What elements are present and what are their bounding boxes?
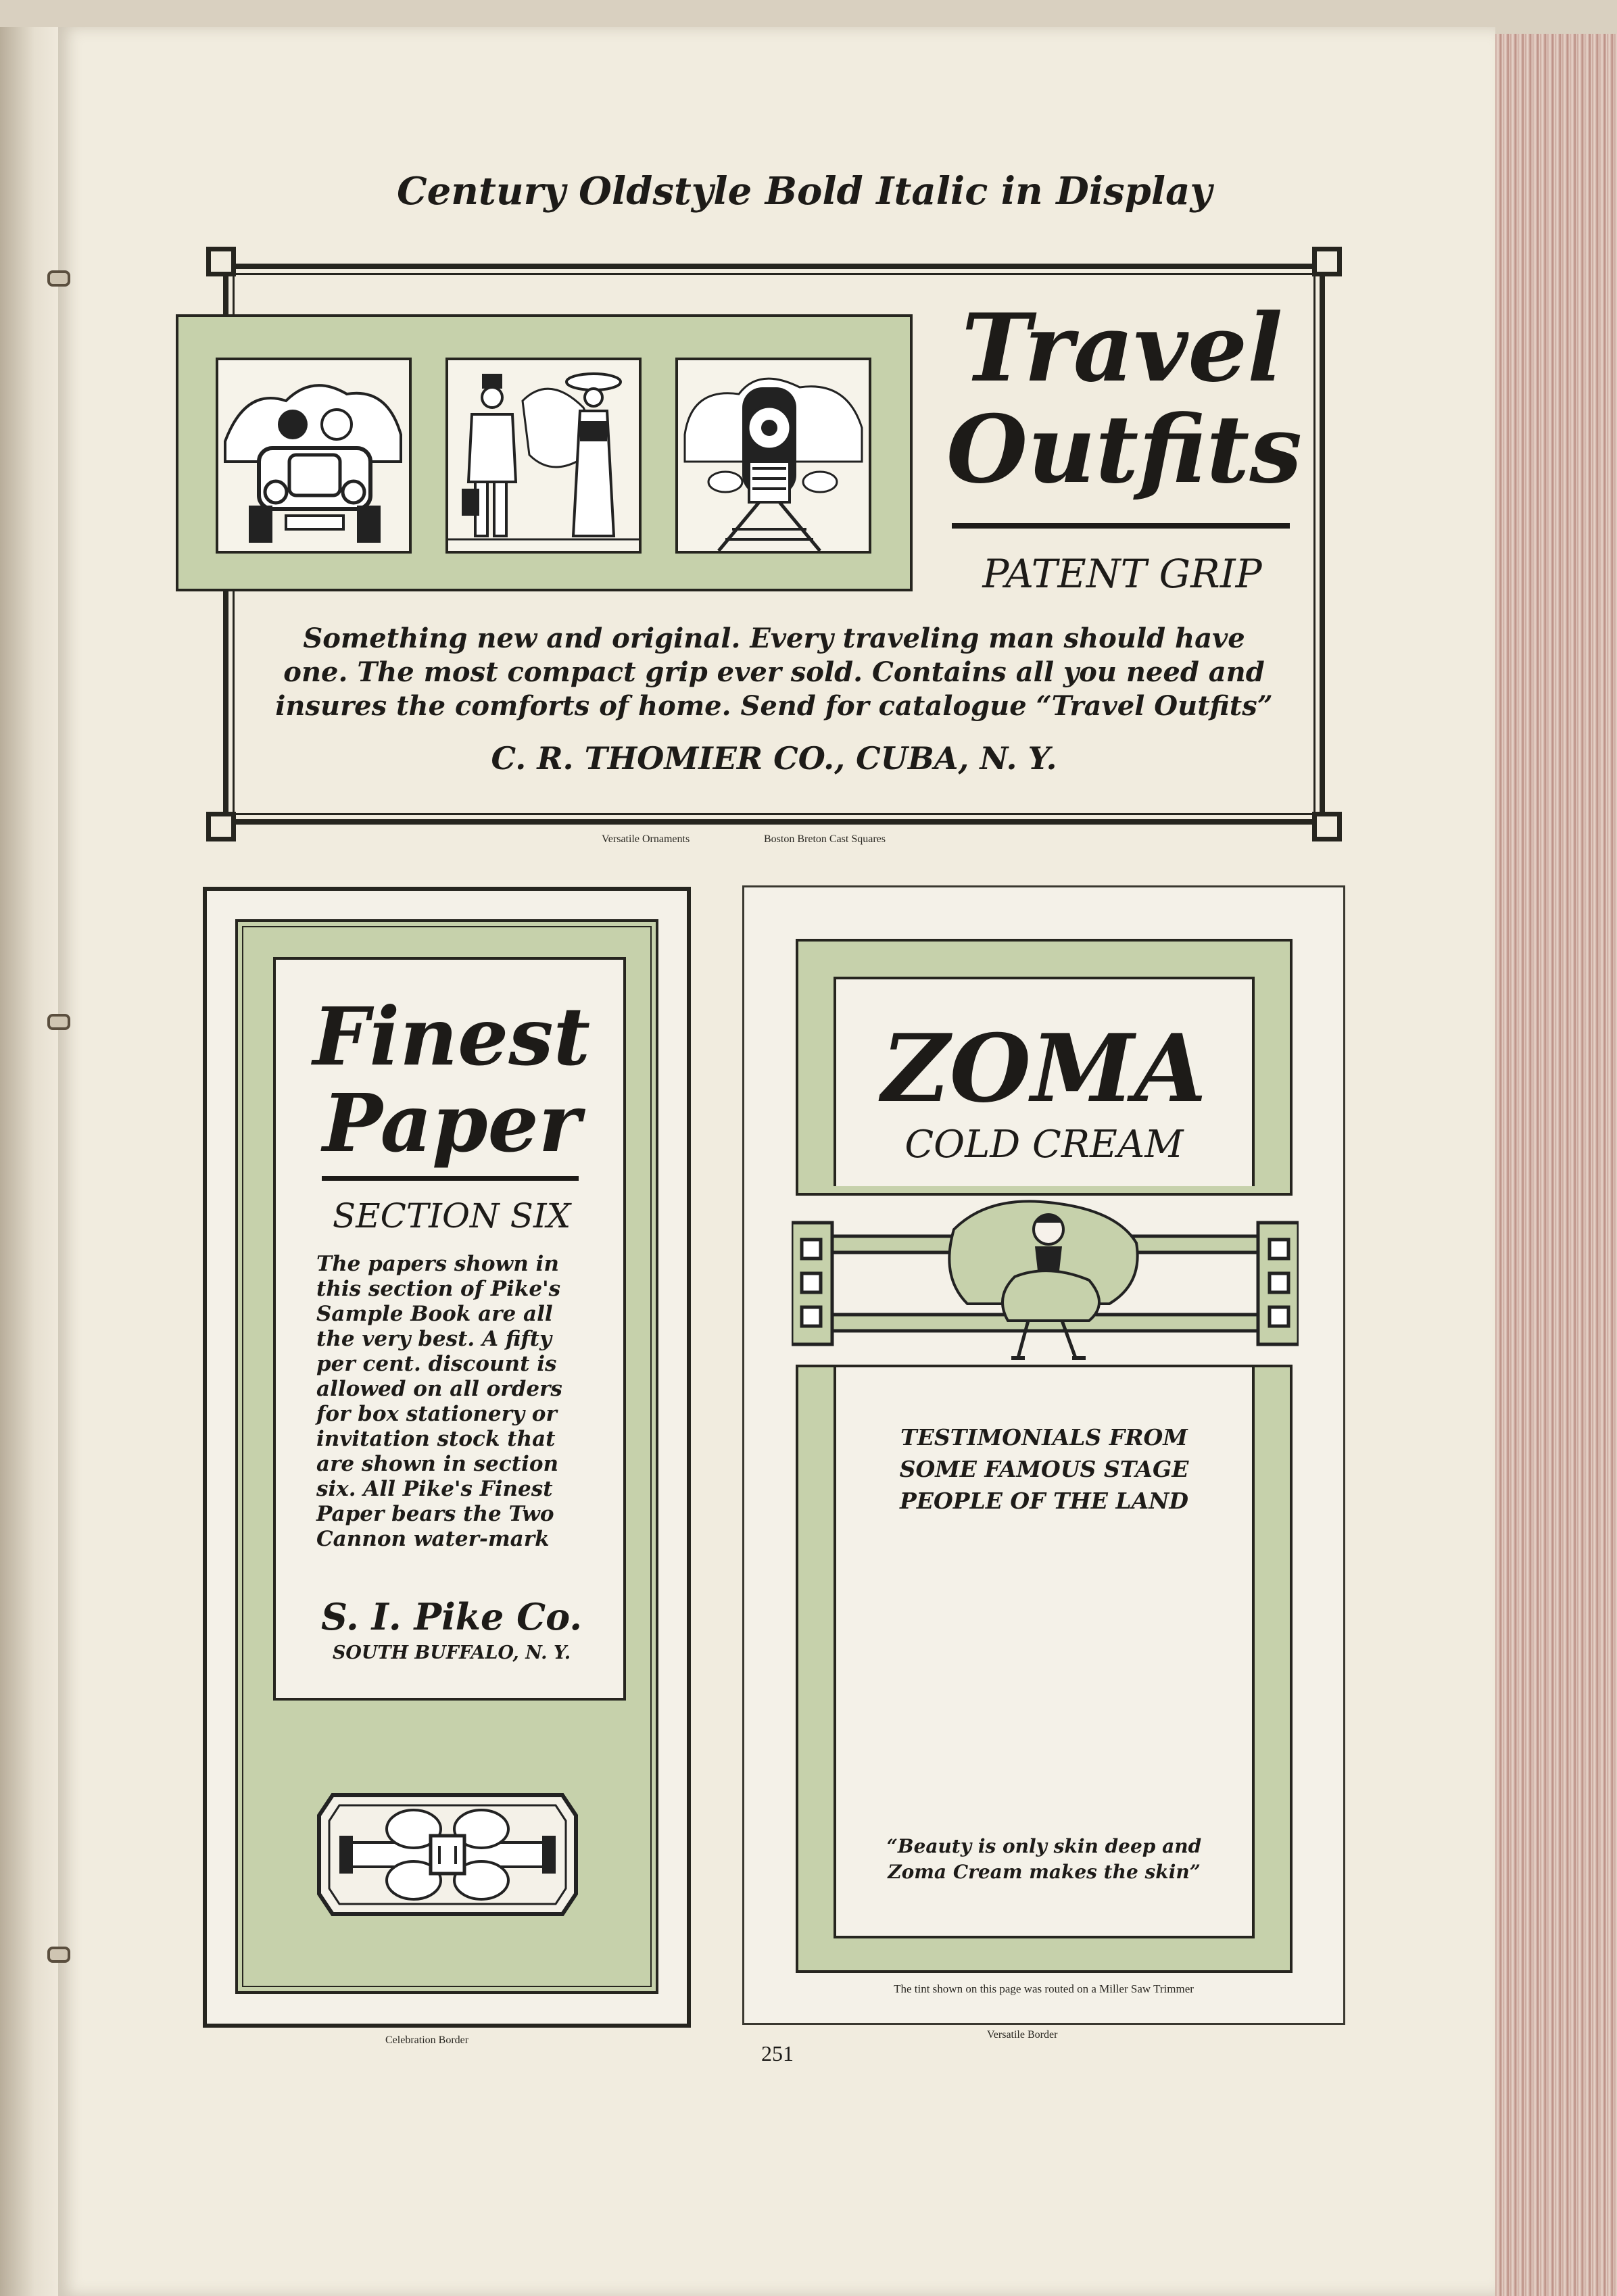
binder-ring-icon — [47, 1014, 70, 1030]
paper-section: SECTION SIX — [332, 1196, 571, 1236]
meander-band-icon — [792, 1196, 1299, 1365]
title-rule — [952, 523, 1290, 529]
travel-subtitle: PATENT GRIP — [982, 551, 1262, 597]
corner-square-icon — [1312, 247, 1342, 276]
paper-body-line: Sample Book are all — [316, 1302, 553, 1326]
paper-body-line: the very best. A fifty — [316, 1327, 552, 1351]
illustration-panel — [176, 314, 913, 591]
binder-ring-icon — [47, 270, 70, 287]
zoma-top-frame — [796, 939, 1293, 1196]
paper-body-line: allowed on all orders — [316, 1377, 562, 1401]
zoma-text-panel — [834, 1367, 1255, 1938]
corner-square-icon — [1312, 812, 1342, 841]
caption-celebration-border: Celebration Border — [385, 2034, 469, 2046]
paper-body-line: Cannon water-mark — [316, 1527, 550, 1551]
paper-address: SOUTH BUFFALO, N. Y. — [332, 1642, 571, 1663]
paper-title-line2: Paper — [322, 1076, 581, 1170]
zoma-ad — [742, 885, 1345, 2025]
travel-company: C. R. THOMIER CO., CUBA, N. Y. — [491, 740, 1057, 777]
page-heading: Century Oldstyle Bold Italic in Display — [397, 169, 1212, 214]
zoma-title: ZOMA — [882, 1013, 1207, 1123]
caption-versatile-ornaments: Versatile Ornaments — [602, 833, 690, 845]
locomotive-icon — [675, 358, 871, 554]
travel-body-line2: one. The most compact grip ever sold. Contains all you need and — [283, 656, 1265, 688]
binder-ring-icon — [47, 1947, 70, 1963]
paper-body-line: this section of Pike's — [316, 1277, 561, 1301]
paper-title-rule — [322, 1176, 579, 1181]
paper-title-line1: Finest — [312, 990, 591, 1083]
travel-title-line2: Outfits — [946, 394, 1303, 504]
caption-boston-breton: Boston Breton Cast Squares — [764, 833, 886, 845]
paper-body — [316, 1252, 587, 1552]
zoma-testimonial-line2: SOME FAMOUS STAGE — [899, 1456, 1189, 1482]
paper-body-line: for box stationery or — [316, 1402, 557, 1426]
zoma-tint-note: The tint shown on this page was routed on a Miller Saw Trimmer — [894, 1982, 1194, 1995]
zoma-title-panel — [834, 977, 1255, 1186]
ornament-icon — [312, 1788, 583, 1921]
automobile-icon — [216, 358, 412, 554]
paper-body-line: six. All Pike's Finest — [316, 1477, 553, 1501]
paper-text-panel — [273, 957, 626, 1701]
finest-paper-ad — [203, 887, 691, 2028]
paper-body-line: The papers shown in — [316, 1252, 559, 1276]
travel-outfits-ad — [203, 243, 1345, 845]
paper-company: S. I. Pike Co. — [320, 1595, 583, 1638]
zoma-quote-line1: “Beauty is only skin deep and — [886, 1835, 1202, 1857]
celebration-border — [235, 919, 658, 1994]
zoma-quote-line2: Zoma Cream makes the skin” — [888, 1861, 1201, 1883]
paper-body-line: invitation stock that — [316, 1427, 556, 1451]
corner-square-icon — [206, 247, 236, 276]
travel-title-line1: Travel — [961, 293, 1283, 403]
zoma-subtitle: COLD CREAM — [904, 1123, 1184, 1167]
travel-body-line3: insures the comforts of home. Send for catalogue “Travel Outfits” — [275, 690, 1273, 722]
page-edges — [1495, 34, 1617, 2296]
couple-icon — [445, 358, 642, 554]
page-number: 251 — [761, 2041, 794, 2066]
zoma-testimonial-line3: PEOPLE OF THE LAND — [899, 1488, 1188, 1514]
caption-versatile-border: Versatile Border — [987, 2029, 1058, 2041]
zoma-testimonial-line1: TESTIMONIALS FROM — [900, 1424, 1188, 1450]
zoma-bottom-frame — [796, 1365, 1293, 1973]
corner-square-icon — [206, 812, 236, 841]
travel-body-line1: Something new and original. Every traveling man should have — [303, 622, 1245, 654]
paper-body-line: Paper bears the Two — [316, 1502, 554, 1526]
paper-body-line: per cent. discount is — [316, 1352, 557, 1376]
paper-body-line: are shown in section — [316, 1452, 559, 1476]
